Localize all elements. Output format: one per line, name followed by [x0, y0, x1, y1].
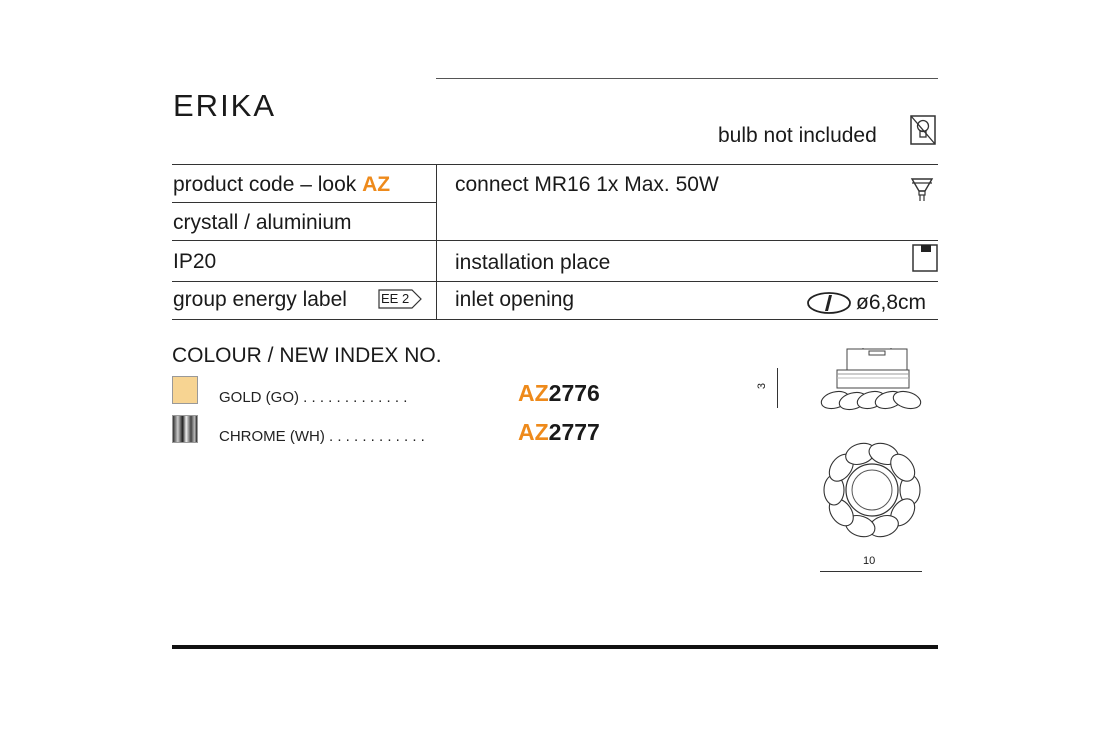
bottom-rule — [172, 645, 938, 649]
chrome-index-number: 2777 — [548, 419, 600, 445]
ip-rating-text: IP20 — [173, 250, 217, 273]
table-rule-1 — [172, 202, 436, 203]
width-dimension-line — [820, 571, 922, 572]
product-code-row — [173, 173, 390, 197]
material-text: crystall / aluminium — [173, 211, 352, 234]
bulb-note: bulb not included — [718, 124, 877, 147]
gold-index-number: 2776 — [548, 380, 600, 406]
gold-label: GOLD (GO) . . . . . . . . . . . . . — [219, 389, 408, 406]
product-code-label: product code – look — [173, 173, 363, 196]
product-code-prefix: AZ — [362, 173, 391, 196]
connect-text: connect MR16 1x Max. 50W — [455, 173, 719, 196]
installation-text: installation place — [455, 251, 611, 274]
inlet-opening-icon — [806, 291, 852, 315]
table-rule-top — [172, 164, 938, 165]
energy-label-text: group energy label — [173, 288, 347, 311]
inlet-text: inlet opening — [455, 288, 575, 311]
chrome-swatch — [172, 415, 198, 443]
table-rule-3 — [172, 281, 938, 282]
gold-swatch — [172, 376, 198, 404]
product-title: ERIKA — [173, 88, 277, 123]
chrome-index-code — [518, 419, 600, 446]
table-divider — [436, 164, 437, 319]
height-dimension-label: 3 — [756, 382, 769, 390]
table-rule-2 — [172, 240, 938, 241]
colour-section-title: COLOUR / NEW INDEX NO. — [172, 344, 442, 367]
side-view-drawing — [815, 348, 930, 412]
inlet-value: ø6,8cm — [856, 291, 927, 314]
energy-badge — [378, 289, 422, 309]
table-rule-bottom — [172, 319, 938, 320]
installation-place-icon — [912, 244, 938, 272]
energy-badge-text: EE 2 — [381, 291, 410, 306]
height-dimension-line — [777, 368, 778, 408]
top-view-drawing — [818, 436, 926, 544]
chrome-index-prefix: AZ — [518, 419, 549, 445]
bulb-not-included-icon — [910, 115, 936, 145]
mr16-bulb-icon — [910, 176, 934, 202]
gold-index-prefix: AZ — [518, 380, 549, 406]
top-rule — [436, 78, 938, 79]
chrome-label: CHROME (WH) . . . . . . . . . . . . — [219, 428, 425, 445]
gold-index-code — [518, 380, 600, 407]
width-dimension-label: 10 — [863, 555, 876, 567]
